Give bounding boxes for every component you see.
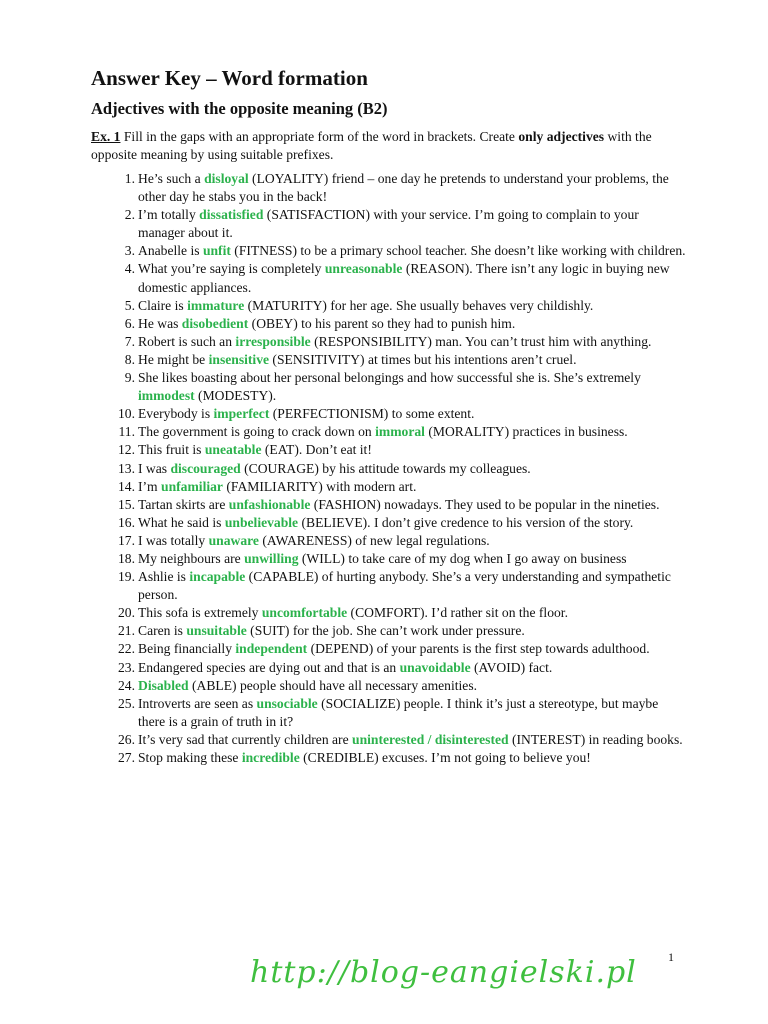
answer-item bbox=[91, 260, 687, 296]
answer-number: 27. bbox=[118, 750, 135, 765]
sentence-before: I’m totally bbox=[138, 207, 200, 223]
sentence-after: (REASON). There isn’t any logic in buying new domestic appliances. bbox=[138, 261, 670, 295]
answer-word: unaware bbox=[208, 532, 259, 548]
answer-word: discouraged bbox=[170, 460, 241, 476]
sentence-after: (SENSITIVITY) at times but his intentions aren’t cruel. bbox=[269, 351, 577, 367]
answer-number: 11. bbox=[118, 424, 135, 440]
answer-number: 22. bbox=[118, 641, 135, 657]
sentence-before: I’m bbox=[138, 478, 162, 494]
answer-number: 12. bbox=[118, 442, 135, 458]
sentence-before: The government is going to crack down on bbox=[138, 424, 376, 440]
answer-item bbox=[91, 731, 687, 749]
answer-item bbox=[91, 351, 687, 369]
sentence-before: Everybody is bbox=[138, 406, 214, 422]
answer-number: 15. bbox=[118, 496, 135, 512]
sentence-before: Ashlie is bbox=[138, 569, 190, 585]
answer-word: immodest bbox=[138, 388, 195, 404]
sentence-before: She likes boasting about her personal belongings and how successful she is. She’s extremely bbox=[138, 370, 641, 386]
sentence-after: (SUIT) for the job. She can’t work under pressure. bbox=[246, 623, 525, 639]
answer-number: 4. bbox=[124, 261, 135, 277]
answer-number: 2. bbox=[124, 207, 135, 223]
sentence-after: (OBEY) to his parent so they had to punish him. bbox=[248, 315, 516, 331]
instructions-text-a: Fill in the gaps with an appropriate form of the word in brackets. Create bbox=[120, 129, 519, 144]
answer-item bbox=[91, 242, 687, 260]
instructions-bold: only adjectives bbox=[518, 129, 605, 144]
answer-word: incredible bbox=[241, 750, 300, 765]
sentence-before: What he said is bbox=[138, 514, 225, 530]
sentence-after: (SOCIALIZE) people. I think it’s just a stereotype, but maybe there is a grain of truth in it? bbox=[138, 695, 659, 729]
answer-number: 9. bbox=[124, 370, 135, 386]
answer-word: unsociable bbox=[256, 695, 318, 711]
sentence-after: (MATURITY) for her age. She usually behaves very childishly. bbox=[244, 297, 594, 313]
answer-number: 18. bbox=[118, 550, 135, 566]
page-subtitle: Adjectives with the opposite meaning (B2) bbox=[91, 99, 388, 118]
answer-word: unwilling bbox=[244, 550, 299, 566]
answer-item bbox=[91, 532, 687, 550]
answer-item bbox=[91, 640, 687, 658]
answer-word: disobedient bbox=[181, 315, 249, 331]
sentence-after: (MORALITY) practices in business. bbox=[424, 424, 628, 440]
answer-number: 23. bbox=[118, 659, 135, 675]
answer-item bbox=[91, 206, 687, 242]
answer-word: independent bbox=[235, 641, 308, 657]
sentence-before: Caren is bbox=[138, 623, 187, 639]
answer-word: disloyal bbox=[204, 171, 249, 186]
sentence-before: He might be bbox=[138, 351, 209, 367]
answer-item bbox=[91, 695, 687, 731]
answer-number: 19. bbox=[118, 569, 135, 585]
sentence-before: My neighbours are bbox=[138, 550, 245, 566]
sentence-before: I was totally bbox=[138, 532, 209, 548]
answer-item bbox=[91, 659, 687, 677]
answer-word: unavoidable bbox=[399, 659, 471, 675]
answer-item bbox=[91, 315, 687, 333]
sentence-after: (BELIEVE). I don’t give credence to his version of the story. bbox=[298, 514, 634, 530]
sentence-after: (INTEREST) in reading books. bbox=[508, 731, 683, 747]
answer-word: unfashionable bbox=[228, 496, 311, 512]
answer-item bbox=[91, 460, 687, 478]
sentence-before: Robert is such an bbox=[138, 333, 236, 349]
answer-word: incapable bbox=[189, 569, 246, 585]
answer-number: 25. bbox=[118, 695, 135, 711]
answer-item bbox=[91, 170, 687, 206]
sentence-before: Anabelle is bbox=[138, 243, 203, 259]
sentence-after: (SATISFACTION) with your service. I’m going to complain to your manager about it. bbox=[138, 207, 639, 241]
sentence-before: I was bbox=[138, 460, 171, 476]
answer-word: irresponsible bbox=[235, 333, 311, 349]
answer-number: 26. bbox=[118, 731, 135, 747]
sentence-before: Claire is bbox=[138, 297, 188, 313]
answer-number: 7. bbox=[124, 333, 135, 349]
answer-word: immature bbox=[187, 297, 245, 313]
sentence-before: He was bbox=[138, 315, 182, 331]
answer-word: unfamiliar bbox=[161, 478, 223, 494]
sentence-before: What you’re saying is completely bbox=[138, 261, 325, 277]
answer-number: 3. bbox=[124, 243, 135, 259]
sentence-after: (FASHION) nowadays. They used to be popular in the nineties. bbox=[310, 496, 660, 512]
sentence-before: Endangered species are dying out and that is an bbox=[138, 659, 400, 675]
answer-item bbox=[91, 622, 687, 640]
sentence-after: (COMFORT). I’d rather sit on the floor. bbox=[347, 605, 568, 621]
sentence-before: Introverts are seen as bbox=[138, 695, 257, 711]
exercise-instructions bbox=[91, 128, 691, 164]
sentence-before: He’s such a bbox=[138, 171, 205, 186]
sentence-after: (CREDIBLE) excuses. I’m not going to believe you! bbox=[299, 750, 591, 765]
exercise-label: Ex. 1 bbox=[91, 129, 121, 144]
answer-number: 8. bbox=[124, 351, 135, 367]
sentence-before: This sofa is extremely bbox=[138, 605, 262, 621]
answer-number: 24. bbox=[118, 677, 135, 693]
answer-item bbox=[91, 405, 687, 423]
answer-item bbox=[91, 333, 687, 351]
sentence-after: (AVOID) fact. bbox=[470, 659, 553, 675]
answer-word: unfit bbox=[202, 243, 231, 259]
sentence-after: (EAT). Don’t eat it! bbox=[261, 442, 372, 458]
answer-number: 21. bbox=[118, 623, 135, 639]
answer-number: 17. bbox=[118, 532, 135, 548]
answer-number: 10. bbox=[118, 406, 135, 422]
sentence-after: (WILL) to take care of my dog when I go away on business bbox=[298, 550, 627, 566]
sentence-after: (AWARENESS) of new legal regulations. bbox=[258, 532, 490, 548]
sentence-before: Being financially bbox=[138, 641, 236, 657]
sentence-before: This fruit is bbox=[138, 442, 205, 458]
sentence-after: (DEPEND) of your parents is the first step towards adulthood. bbox=[307, 641, 650, 657]
answer-number: 16. bbox=[118, 514, 135, 530]
answer-item bbox=[91, 441, 687, 459]
sentence-before: It’s very sad that currently children are bbox=[138, 731, 353, 747]
answer-list bbox=[91, 170, 687, 767]
sentence-after: (MODESTY). bbox=[194, 388, 277, 404]
answer-number: 1. bbox=[124, 171, 135, 186]
sentence-after: (PERFECTIONISM) to some extent. bbox=[269, 406, 475, 422]
sentence-after: (FAMILIARITY) with modern art. bbox=[222, 478, 417, 494]
answer-item bbox=[91, 369, 687, 405]
answer-item bbox=[91, 297, 687, 315]
answer-word: uncomfortable bbox=[261, 605, 348, 621]
answer-number: 13. bbox=[118, 460, 135, 476]
blog-url-watermark: http://blog-eangielski.pl bbox=[250, 955, 637, 990]
sentence-after: (CAPABLE) of hurting anybody. She’s a very understanding and sympathetic person. bbox=[138, 569, 671, 603]
page-number: 1 bbox=[668, 950, 674, 964]
answer-item bbox=[91, 604, 687, 622]
answer-number: 5. bbox=[124, 297, 135, 313]
sentence-after: (COURAGE) by his attitude towards my colleagues. bbox=[240, 460, 531, 476]
answer-word: insensitive bbox=[208, 351, 270, 367]
answer-item bbox=[91, 496, 687, 514]
answer-number: 6. bbox=[124, 315, 135, 331]
sentence-before: Stop making these bbox=[138, 750, 242, 765]
answer-word: uneatable bbox=[204, 442, 262, 458]
sentence-after: (ABLE) people should have all necessary amenities. bbox=[188, 677, 478, 693]
sentence-after: (LOYALITY) friend – one day he pretends to understand your problems, the other day he stabs you in the back! bbox=[138, 171, 669, 205]
answer-word: unbelievable bbox=[224, 514, 299, 530]
answer-number: 14. bbox=[118, 478, 135, 494]
answer-item bbox=[91, 550, 687, 568]
sentence-before: Tartan skirts are bbox=[138, 496, 229, 512]
answer-item bbox=[91, 677, 687, 695]
sentence-after: (RESPONSIBILITY) man. You can’t trust him with anything. bbox=[310, 333, 652, 349]
answer-item bbox=[91, 514, 687, 532]
answer-number: 20. bbox=[118, 605, 135, 621]
answer-word: Disabled bbox=[138, 677, 189, 693]
answer-item bbox=[91, 749, 687, 767]
instructions-text-b: with the opposite meaning by using suitable prefixes. bbox=[91, 129, 652, 162]
answer-word: unsuitable bbox=[186, 623, 247, 639]
answer-word: uninterested / disinterested bbox=[352, 731, 509, 747]
answer-item bbox=[91, 568, 687, 604]
answer-word: imperfect bbox=[213, 406, 270, 422]
answer-word: dissatisfied bbox=[199, 207, 264, 223]
answer-word: immoral bbox=[375, 424, 425, 440]
answer-item bbox=[91, 478, 687, 496]
answer-item bbox=[91, 423, 687, 441]
answer-word: unreasonable bbox=[324, 261, 403, 277]
page-title: Answer Key – Word formation bbox=[91, 66, 368, 90]
sentence-after: (FITNESS) to be a primary school teacher. She doesn’t like working with children. bbox=[230, 243, 686, 259]
